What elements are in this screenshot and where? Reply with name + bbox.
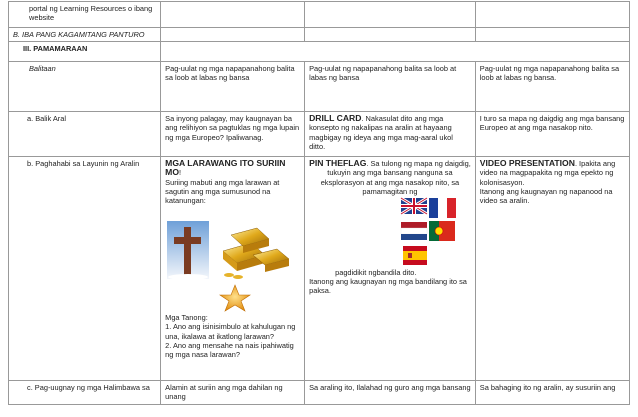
cell-day1 bbox=[161, 157, 305, 381]
cell-text: Sa araling ito, Ilalahad ng guro ang mga bansang bbox=[309, 383, 471, 393]
cell-text: . Ipakita ang video na magpapakita ng mga epekto ng kolonisasyon. bbox=[479, 159, 616, 187]
empty-cell bbox=[161, 42, 630, 62]
cell-text: Itanong ang kaugnayan ng mga bandilang ito sa paksa. bbox=[309, 277, 467, 296]
cell-day3 bbox=[475, 381, 629, 404]
cell-text: Sa bahaging ito ng aralin, ay susuriin ang bbox=[479, 383, 616, 393]
uk-flag-icon bbox=[401, 198, 427, 214]
cell-paguugnay bbox=[9, 381, 161, 404]
table-row bbox=[9, 62, 630, 112]
cell-other-materials bbox=[9, 28, 161, 42]
france-flag-icon bbox=[429, 198, 456, 218]
cell-day2 bbox=[305, 157, 476, 381]
empty-cell bbox=[305, 28, 476, 42]
question-1: 1. Ano ang isinisimbulo at kahulugan ng una, ikalawa at ikatlong larawan? bbox=[165, 322, 296, 341]
picture-group bbox=[165, 205, 300, 313]
activity-title: MGA LARAWANG ITO SURIIN MO bbox=[165, 158, 286, 178]
table-row bbox=[9, 112, 630, 157]
activity-title: VIDEO PRESENTATION bbox=[479, 158, 575, 169]
cell-day2 bbox=[305, 381, 476, 404]
table-row bbox=[9, 42, 630, 62]
cell-day3 bbox=[475, 157, 629, 381]
cell-day1 bbox=[161, 62, 305, 112]
cell-text: Alamin at suriin ang mga dahilan ng unang bbox=[165, 383, 283, 402]
cell-text: . Nakasulat dito ang mga konsepto ng nakalipas na aralin at hayaang magbigay ng ideya ang mga mag-aaral ukol ditto. bbox=[309, 114, 453, 151]
portugal-flag-icon bbox=[429, 221, 455, 241]
cell-text: b. Paghahabi sa Layunin ng Aralin bbox=[27, 159, 140, 169]
empty-cell bbox=[475, 28, 629, 42]
cell-procedure-heading bbox=[9, 42, 161, 62]
cell-day2 bbox=[305, 112, 476, 157]
lesson-plan-table bbox=[8, 1, 630, 405]
cell-text: I turo sa mapa ng daigdig ang mga bansang Europeo at ang mga nasakop nito. bbox=[479, 114, 625, 133]
cell-text: portal ng Learning Resources o ibang website bbox=[29, 4, 153, 23]
empty-cell bbox=[161, 2, 305, 28]
european-flags bbox=[309, 196, 467, 268]
cell-text: Pag-uulat ng mga napapanahong balita sa loob at labas ng bansa. bbox=[479, 64, 620, 83]
cell-day1 bbox=[161, 381, 305, 404]
gold-bars-icon bbox=[223, 228, 289, 279]
table-row bbox=[9, 28, 630, 42]
cell-text: pagdidikit ngbandila dito. bbox=[335, 268, 417, 278]
section-heading: III. PAMAMARAAN bbox=[23, 44, 88, 54]
cell-day3 bbox=[475, 62, 629, 112]
table-row bbox=[9, 157, 630, 381]
questions-heading: Mga Tanong: bbox=[165, 313, 208, 323]
netherlands-flag-icon bbox=[401, 222, 427, 240]
cell-text: a. Balik Aral bbox=[27, 114, 67, 124]
activity-title: PIN THEFLAG bbox=[309, 158, 367, 169]
empty-cell bbox=[475, 2, 629, 28]
flags-group bbox=[309, 196, 471, 268]
cell-resources-portal bbox=[9, 2, 161, 28]
spain-flag-icon bbox=[403, 246, 427, 265]
cell-text: Suriing mabuti ang mga larawan at sagutin ang mga sumusunod na katanungan: bbox=[165, 177, 280, 206]
empty-cell bbox=[305, 2, 476, 28]
cell-balitaan bbox=[9, 62, 161, 112]
religion-gold-glory-pictures bbox=[165, 205, 301, 313]
question-2: 2. Ano ang mensahe na nais ipahiwatig ng mga nasa larawan? bbox=[165, 340, 294, 360]
cell-text: Sa inyong palagay, may kaugnayan ba ang relihiyon sa pagtuklas ng mga lupain ng mga Europeo? Ipaliwanag. bbox=[165, 114, 300, 142]
cell-text: . Sa tulong ng mapa ng daigdig, tukuyin ang mga bansang nanguna sa eksplorasyon at ang mga nasakop nito, sa pamamagitan ng bbox=[320, 159, 471, 196]
cell-text: Pag-uulat ng mga napapanahong balita sa loob at labas ng bansa bbox=[165, 64, 295, 83]
cell-day1 bbox=[161, 112, 305, 157]
cell-text: Balitaan bbox=[29, 64, 56, 74]
cell-day2 bbox=[305, 62, 476, 112]
cross-icon bbox=[167, 221, 209, 280]
cell-day3 bbox=[475, 112, 629, 157]
cell-text: Itanong ang kaugnayan ng napanood na video sa aralin. bbox=[479, 186, 613, 206]
cell-paghahabi bbox=[9, 157, 161, 381]
cell-text: B. IBA PANG KAGAMITANG PANTURO bbox=[13, 30, 145, 39]
cell-text: ! bbox=[179, 168, 182, 178]
star-icon bbox=[220, 285, 250, 311]
cell-text: Pag-uulat ng napapanahong balita sa loob at labas ng bansa bbox=[309, 64, 457, 83]
cell-balik-aral bbox=[9, 112, 161, 157]
drill-card-title: DRILL CARD bbox=[309, 113, 362, 124]
table-row bbox=[9, 381, 630, 404]
table-row bbox=[9, 2, 630, 28]
empty-cell bbox=[161, 28, 305, 42]
cell-text: c. Pag-uugnay ng mga Halimbawa sa bbox=[27, 383, 150, 393]
